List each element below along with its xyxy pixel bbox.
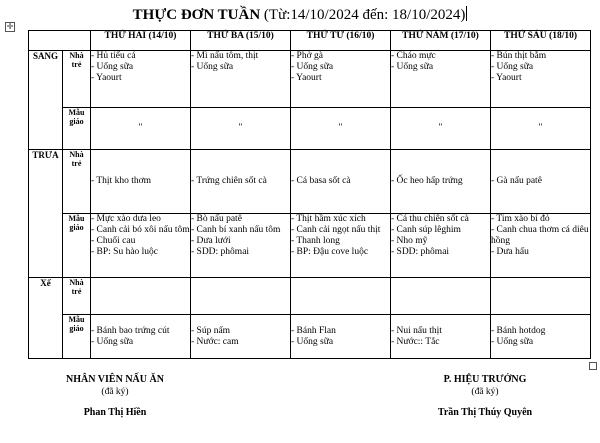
cook-role: NHÂN VIÊN NẤU ĂN [66, 374, 164, 385]
header-row [29, 31, 591, 51]
day-header: THỨ BA (15/10) [191, 31, 291, 51]
menu-item: - Nước:: Tắc [391, 336, 440, 347]
menu-item: - Canh cải ngọt nấu thịt [291, 225, 381, 235]
ditto-mark: " [91, 108, 191, 150]
menu-item: - Dưa lưới [191, 236, 231, 246]
ditto-mark: " [191, 108, 291, 150]
menu-cell [491, 214, 591, 278]
group-nursery: Nhà trẻ [63, 278, 91, 315]
menu-cell [491, 278, 591, 315]
menu-item: - Phở gà [291, 51, 323, 61]
menu-cell [191, 51, 291, 108]
principal-signed-note: (đã ký) [471, 387, 499, 397]
menu-cell [391, 51, 491, 108]
menu-item: - Súp nấm [191, 325, 231, 336]
menu-item: - Thịt hầm xúc xích [291, 214, 366, 224]
menu-item: - Gà nấu patê [491, 176, 542, 186]
row-morning-nursery [29, 51, 591, 108]
menu-item: - Tim xào bí đỏ [491, 214, 550, 224]
page-title [0, 6, 600, 24]
menu-cell [291, 278, 391, 315]
menu-cell [291, 315, 391, 359]
menu-table [28, 30, 591, 359]
period-noon: TRƯA [29, 150, 63, 278]
menu-cell [91, 150, 191, 214]
day-header: THỨ SÁU (18/10) [491, 31, 591, 51]
menu-cell [191, 315, 291, 359]
group-kindergarten: Mẫu giáo [63, 214, 91, 278]
title-date-range: (Từ:14/10/2024 đến: 18/10/2024) [263, 7, 466, 23]
menu-cell [91, 278, 191, 315]
menu-item: - Uống sữa [291, 336, 334, 347]
day-header: THỨ NĂM (17/10) [391, 31, 491, 51]
menu-cell [491, 150, 591, 214]
menu-item: - Canh chua thơm cá diêu hồng [491, 225, 589, 246]
menu-item: - Uống sữa [191, 62, 234, 72]
menu-item: - Uống sữa [391, 62, 434, 72]
signature-principal [410, 374, 560, 419]
move-icon[interactable]: ✛ [6, 22, 14, 31]
menu-item: - Bún thịt bằm [491, 51, 547, 61]
menu-cell [391, 214, 491, 278]
menu-item: - Trứng chiên sốt cà [191, 176, 267, 186]
menu-item: - Nước: cam [191, 336, 239, 347]
menu-item: - Bánh bao trứng cút [91, 325, 170, 336]
group-kindergarten: Mẫu giáo [63, 315, 91, 359]
ditto-mark: " [291, 108, 391, 150]
menu-item: - Yaourt [91, 73, 122, 83]
menu-item: - Ốc heo hấp trứng [391, 176, 463, 186]
menu-item: - Bánh hotdog [491, 325, 546, 336]
menu-cell [91, 315, 191, 359]
menu-item: - Nui nấu thịt [391, 325, 442, 336]
menu-cell [191, 214, 291, 278]
row-afternoon-kindergarten [29, 315, 591, 359]
ditto-mark: " [491, 108, 591, 150]
menu-item: - Mì nấu tôm, thịt [191, 51, 259, 61]
menu-cell [391, 315, 491, 359]
menu-cell [391, 150, 491, 214]
menu-item: - Uống sữa [491, 62, 534, 72]
cook-name: Phan Thị Hiền [83, 407, 147, 418]
menu-cell [291, 214, 391, 278]
menu-item: - Canh cải bó xôi nấu tôm [91, 225, 190, 235]
menu-cell [491, 51, 591, 108]
menu-cell [191, 150, 291, 214]
menu-item: - Thịt kho thơm [91, 176, 152, 186]
group-nursery: Nhà trẻ [63, 51, 91, 108]
period-morning: SANG [29, 51, 63, 150]
menu-cell [91, 51, 191, 108]
menu-item: - BP: Đậu cove luộc [291, 247, 369, 257]
menu-cell [291, 51, 391, 108]
menu-item: - Hủ tiếu cá [91, 51, 136, 61]
menu-item: - Nho mỹ [391, 236, 428, 246]
ditto-mark: " [391, 108, 491, 150]
menu-cell [191, 278, 291, 315]
menu-item: - Uống sữa [91, 62, 134, 72]
menu-item: - Cá thu chiên sốt cà [391, 214, 469, 224]
menu-item: - Dưa hấu [491, 247, 529, 257]
day-header: THỨ HAI (14/10) [91, 31, 191, 51]
menu-item: - Bò nấu patê [191, 214, 242, 224]
group-nursery: Nhà trẻ [63, 150, 91, 214]
menu-item: - SDD: phômai [191, 247, 250, 257]
menu-item: - Bánh Flan [291, 325, 336, 336]
principal-name: Trần Thị Thúy Quyên [437, 407, 533, 418]
day-header: THỨ TƯ (16/10) [291, 31, 391, 51]
menu-item: - Chuối cau [91, 236, 136, 246]
menu-item: - BP: Su hào luộc [91, 247, 159, 257]
menu-item: - SDD: phômai [391, 247, 450, 257]
row-afternoon-nursery [29, 278, 591, 315]
menu-cell [391, 278, 491, 315]
text-cursor [466, 6, 467, 21]
menu-item: - Uống sữa [291, 62, 334, 72]
menu-item: - Uống sữa [91, 336, 134, 347]
row-noon-nursery [29, 150, 591, 214]
menu-cell [491, 315, 591, 359]
menu-item: - Yaourt [491, 73, 522, 83]
row-noon-kindergarten [29, 214, 591, 278]
menu-item: - Yaourt [291, 73, 322, 83]
group-kindergarten: Mẫu giáo [63, 108, 91, 150]
period-afternoon: Xế [29, 278, 63, 359]
row-morning-kindergarten [29, 108, 591, 150]
resize-icon[interactable] [589, 362, 597, 370]
principal-role: P. HIỆU TRƯỞNG [443, 374, 527, 385]
menu-item: - Canh bí xanh nấu tôm [191, 225, 281, 235]
menu-cell [91, 214, 191, 278]
title-main: THỰC ĐƠN TUẦN [132, 7, 261, 23]
signature-cook [40, 374, 190, 419]
menu-item: - Mực xào dưa leo [91, 214, 161, 224]
menu-item: - Cháo mực [391, 51, 436, 61]
menu-item: - Cá basa sốt cà [291, 176, 351, 186]
menu-item: - Thanh long [291, 236, 340, 246]
menu-cell [291, 150, 391, 214]
menu-item: - Canh súp lêghim [391, 225, 461, 235]
menu-item: - Uống sữa [491, 336, 534, 347]
header-corner [29, 31, 91, 51]
cook-signed-note: (đã ký) [101, 387, 129, 397]
